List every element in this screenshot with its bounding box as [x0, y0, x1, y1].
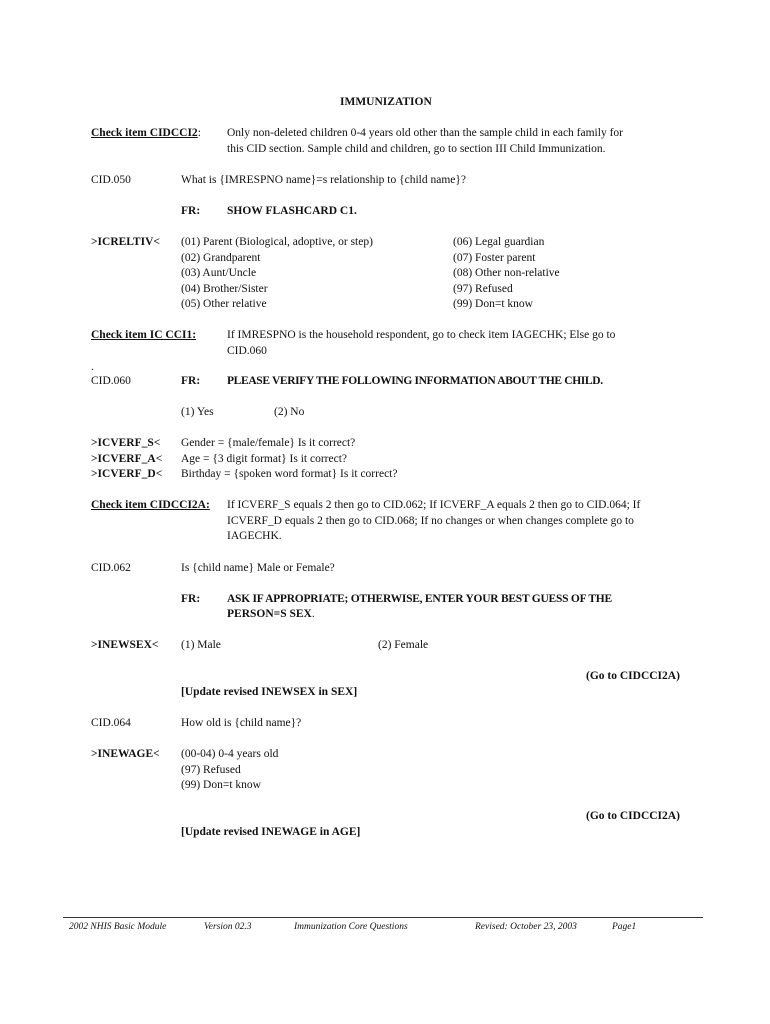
- icverf-a-var: >ICVERF_A<: [91, 452, 163, 465]
- check-item-cidcci2a-line3: IAGECHK.: [227, 530, 282, 542]
- list-item: (08) Other non-relative: [453, 267, 560, 279]
- inewsex-opt-female: (2) Female: [378, 639, 429, 651]
- footer-version: Version 02.3: [204, 922, 252, 932]
- list-item: (97) Refused: [453, 282, 513, 295]
- cid050-fr-text: SHOW FLASHCARD C1.: [227, 205, 357, 217]
- inewage-options: [181, 747, 278, 794]
- inewage-update: [Update revised INEWAGE in AGE]: [181, 826, 361, 838]
- icverf-items: [181, 436, 397, 483]
- cid062-fr-line2: PERSON=S SEX: [227, 608, 312, 620]
- cid062-id: CID.062: [91, 562, 131, 574]
- icreltiv-options-right: [453, 235, 560, 313]
- check-item-iccci1-label: Check item IC CCI1:: [91, 329, 197, 341]
- inewsex-opt-male: (1) Male: [181, 639, 221, 651]
- check-item-cidcci2a-line1: If ICVERF_S equals 2 then go to CID.062; If ICVERF_A equals 2 then go to CID.064; If: [227, 499, 641, 511]
- list-item: (04) Brother/Sister: [181, 282, 268, 295]
- footer-revised: Revised: October 23, 2003: [475, 922, 577, 932]
- icverf-d-var: >ICVERF_D<: [91, 468, 163, 480]
- inewsex-goto: (Go to CIDCCI2A): [586, 670, 680, 682]
- list-item: (99) Don=t know: [453, 298, 533, 310]
- cid060-id: CID.060: [91, 375, 131, 387]
- check-item-cidcci2-line2: this CID section. Sample child and children, go to section III Child Immunization.: [227, 143, 606, 155]
- cid050-id: CID.050: [91, 174, 131, 186]
- cid062-fr-line1: ASK IF APPROPRIATE; OTHERWISE, ENTER YOUR BEST GUESS OF THE: [227, 593, 612, 605]
- cid062-fr-period: .: [311, 608, 315, 620]
- list-item: (05) Other relative: [181, 298, 267, 310]
- list-item: Birthday = {spoken word format} Is it correct?: [181, 468, 398, 480]
- list-item: (07) Foster parent: [453, 251, 536, 264]
- check-item-label-text: Check item CIDCCI2: [91, 127, 198, 139]
- footer-module: 2002 NHIS Basic Module: [69, 922, 167, 932]
- icverf-s-var: >ICVERF_S<: [91, 437, 161, 449]
- cid060-fr-label: FR:: [181, 375, 201, 387]
- footer-page: Page1: [612, 922, 637, 932]
- check-item-cidcci2-line1: Only non-deleted children 0-4 years old other than the sample child in each family for: [227, 127, 623, 139]
- stray-dot: .: [91, 361, 94, 373]
- cid064-question: How old is {child name}?: [181, 717, 302, 729]
- check-item-colon: :: [197, 127, 201, 139]
- page-title: IMMUNIZATION: [340, 96, 432, 108]
- cid062-fr-label: FR:: [181, 593, 201, 605]
- list-item: (02) Grandparent: [181, 251, 261, 264]
- footer-rule: [63, 917, 703, 918]
- cid062-question: Is {child name} Male or Female?: [181, 562, 335, 574]
- check-item-iccci1-line2: CID.060: [227, 345, 267, 357]
- cid060-no: (2) No: [274, 406, 305, 418]
- icreltiv-var: >ICRELTIV<: [91, 236, 160, 248]
- inewsex-var: >INEWSEX<: [91, 639, 159, 651]
- cid050-question: What is {IMRESPNO name}=s relationship to {child name}?: [181, 174, 467, 186]
- list-item: (01) Parent (Biological, adoptive, or step): [181, 236, 373, 248]
- cid064-id: CID.064: [91, 717, 131, 729]
- list-item: Gender = {male/female} Is it correct?: [181, 437, 356, 449]
- check-item-iccci1-line1: If IMRESPNO is the household respondent, go to check item IAGECHK; Else go to: [227, 329, 616, 341]
- list-item: (99) Don=t know: [181, 779, 261, 791]
- cid060-yes: (1) Yes: [181, 406, 214, 418]
- list-item: (06) Legal guardian: [453, 236, 545, 248]
- cid062-fr-line2-wrap: [227, 607, 315, 623]
- icverf-vars: [91, 436, 162, 483]
- icreltiv-options-left: [181, 235, 373, 313]
- check-item-cidcci2a-line2: ICVERF_D equals 2 then go to CID.068; If no changes or when changes complete go to: [227, 515, 634, 527]
- inewage-var: >INEWAGE<: [91, 748, 160, 760]
- list-item: (03) Aunt/Uncle: [181, 267, 257, 279]
- cid050-fr-label: FR:: [181, 205, 201, 217]
- check-item-cidcci2-label: [91, 126, 201, 142]
- list-item: (97) Refused: [181, 763, 241, 776]
- inewsex-update: [Update revised INEWSEX in SEX]: [181, 686, 358, 698]
- check-item-cidcci2a-label: Check item CIDCCI2A:: [91, 499, 210, 511]
- list-item: (00-04) 0-4 years old: [181, 748, 279, 760]
- footer-section: Immunization Core Questions: [294, 922, 408, 932]
- list-item: Age = {3 digit format} Is it correct?: [181, 452, 348, 465]
- cid060-fr-text: PLEASE VERIFY THE FOLLOWING INFORMATION ABOUT THE CHILD.: [227, 375, 603, 387]
- inewage-goto: (Go to CIDCCI2A): [586, 810, 680, 822]
